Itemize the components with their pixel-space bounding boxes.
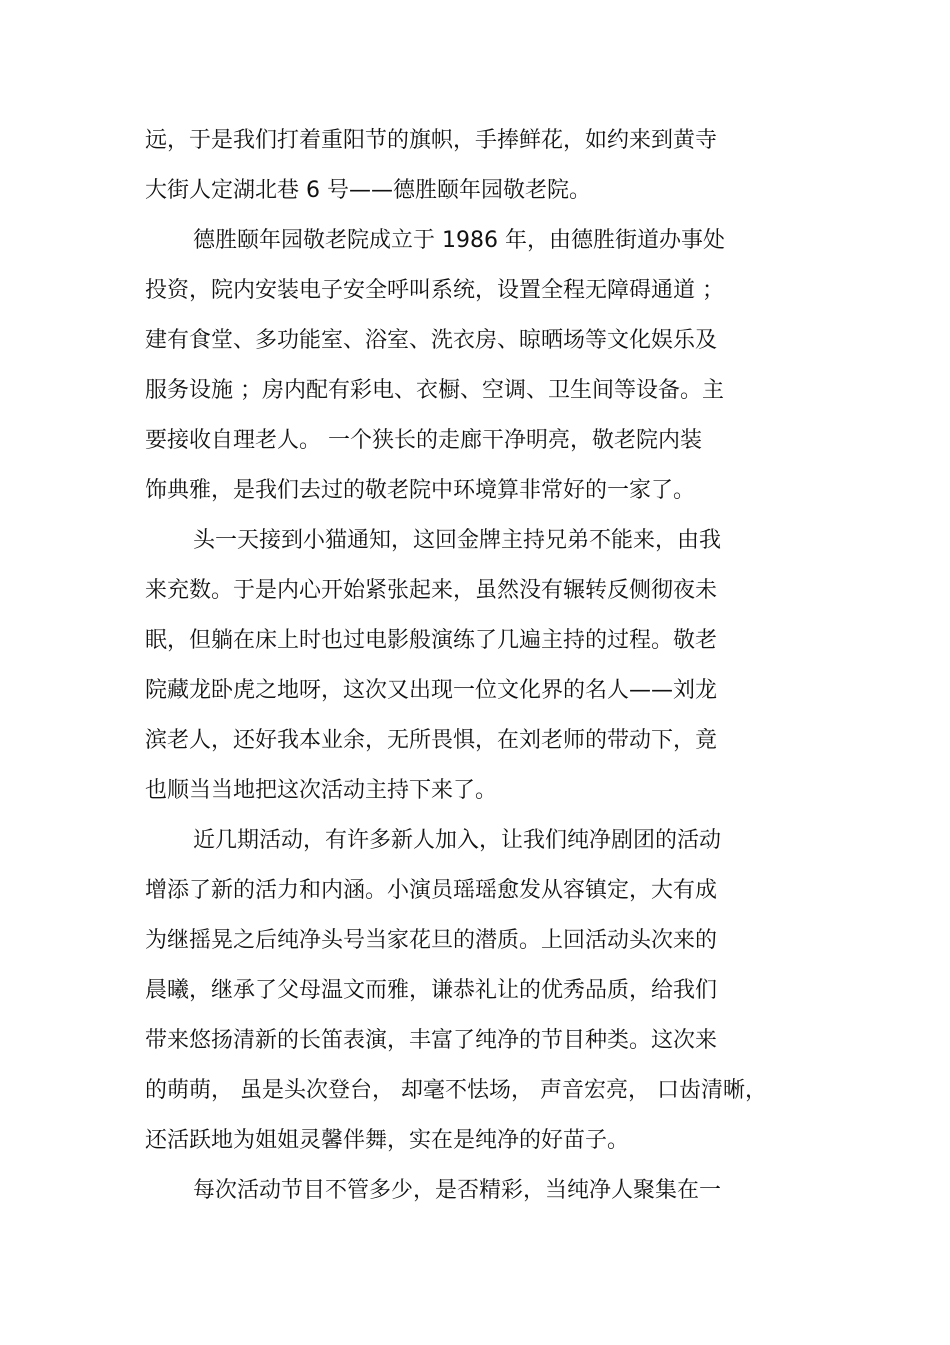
text-line: 要接收自理老人。 一个狭长的走廊干净明亮，敬老院内装 — [145, 428, 702, 453]
text-line: 投资，院内安装电子安全呼叫系统，设置全程无障碍通道 ； — [145, 278, 724, 303]
text-line: 饰典雅，是我们去过的敬老院中环境算非常好的一家了。 — [145, 478, 696, 503]
text-line: 每次活动节目不管多少，是否精彩，当纯净人聚集在一 — [193, 1178, 722, 1203]
text-line: 还活跃地为姐姐灵馨伴舞，实在是纯净的好苗子。 — [145, 1128, 630, 1153]
text-line: 建有食堂、多功能室、浴室、洗衣房、晾晒场等文化娱乐及 — [145, 328, 718, 353]
text-line: 为继摇晃之后纯净头号当家花旦的潜质。上回活动头次来的 — [145, 928, 718, 953]
text-line: 来充数。于是内心开始紧张起来，虽然没有辗转反侧彻夜未 — [145, 578, 718, 603]
text-line: 也顺当当地把这次活动主持下来了。 — [145, 778, 498, 803]
text-line: 滨老人，还好我本业余，无所畏惧，在刘老师的带动下，竟 — [145, 728, 718, 753]
text-line: 近几期活动，有许多新人加入，让我们纯净剧团的活动 — [193, 828, 722, 853]
text-line: 增添了新的活力和内涵。小演员瑶瑶愈发从容镇定，大有成 — [145, 878, 718, 903]
text-line: 带来悠扬清新的长笛表演，丰富了纯净的节目种类。这次来 — [145, 1028, 718, 1053]
text-line: 远，于是我们打着重阳节的旗帜，手捧鲜花，如约来到黄寺 — [145, 128, 718, 153]
text-line: 的萌萌， 虽是头次登台， 却毫不怯场， 声音宏亮， 口齿清晰， — [145, 1078, 767, 1103]
text-line: 服务设施 ；房内配有彩电、衣橱、空调、卫生间等设备。主 — [145, 378, 724, 403]
text-line: 晨曦，继承了父母温文而雅，谦恭礼让的优秀品质，给我们 — [145, 978, 718, 1003]
text-line: 德胜颐年园敬老院成立于 1986 年，由德胜街道办事处 — [193, 228, 725, 253]
text-line: 头一天接到小猫通知，这回金牌主持兄弟不能来，由我 — [193, 528, 722, 553]
text-line: 院藏龙卧虎之地呀，这次又出现一位文化界的名人——刘龙 — [145, 678, 718, 703]
text-line: 大街人定湖北巷 6 号——德胜颐年园敬老院。 — [145, 178, 591, 203]
text-line: 眠，但躺在床上时也过电影般演练了几遍主持的过程。敬老 — [145, 628, 718, 653]
